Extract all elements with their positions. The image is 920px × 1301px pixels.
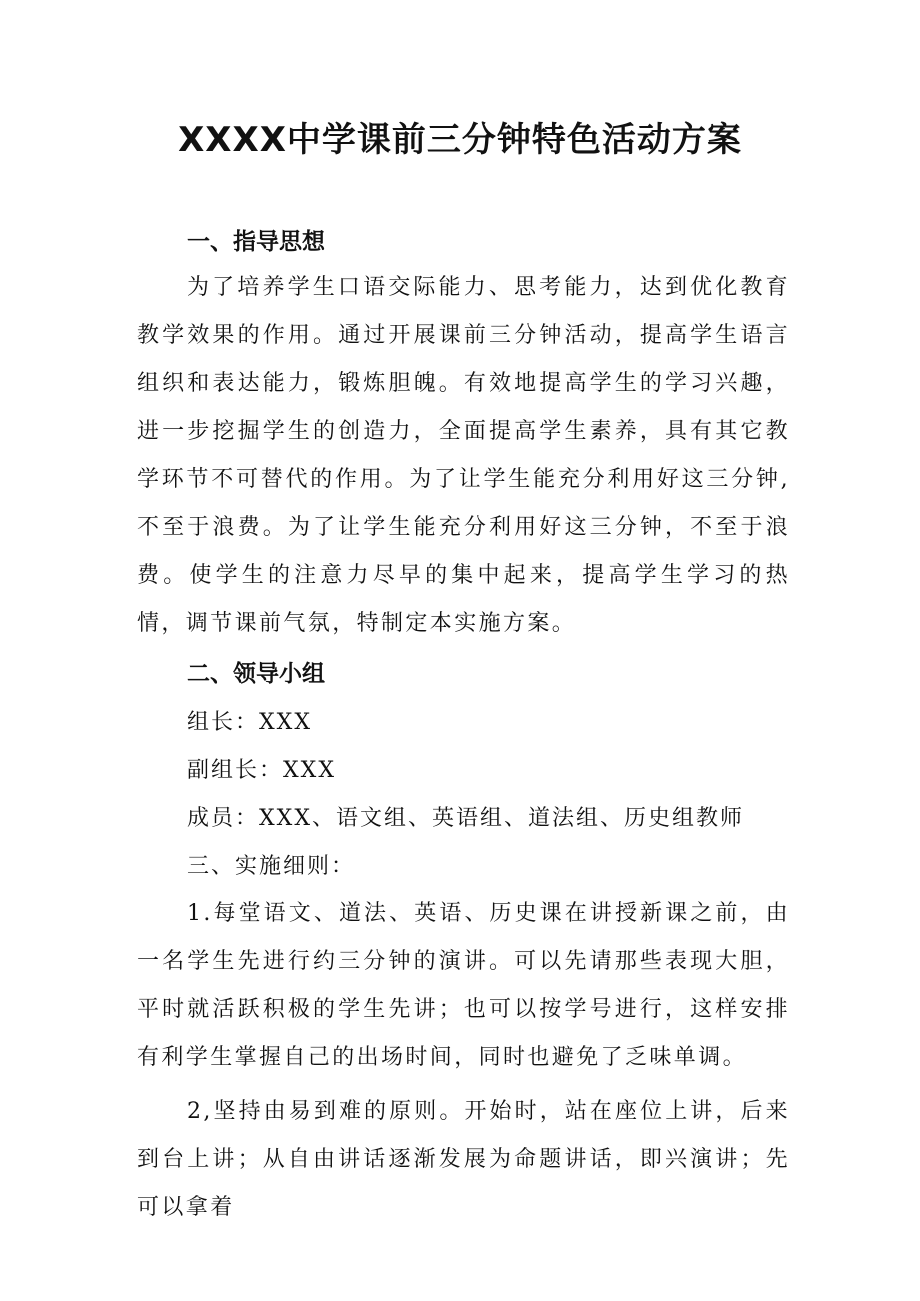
deputy-line: 副组长：XXX (187, 758, 336, 783)
document-title: XXXX中学课前三分钟特色活动方案 (178, 120, 742, 160)
rule-item-2: 2,坚持由易到难的原则。开始时，站在座位上讲，后来到台上讲；从自由讲话逐渐发展为命题讲话，即兴演讲；先可以拿着 (137, 1099, 790, 1220)
section-heading-rules: 三、实施细则： (187, 854, 356, 879)
guiding-paragraph: 为了培养学生口语交际能力、思考能力，达到优化教育教学效果的作用。通过开展课前三分钟活动，提高学生语言组织和表达能力，锻炼胆魄。有效地提高学生的学习兴趣，进一步挖掘学生的创造力，全面提高学生素养，具有其它教学环节不可替代的作用。为了让学生能充分利用好这三分钟,不至于浪费。为了让学生能充分利用好这三分钟，不至于浪费。使学生的注意力尽早的集中起来，提高学生学习的热情，调节课前气氛，特制定本实施方案。 (137, 275, 790, 636)
section-heading-guiding: 一、指导思想 (187, 229, 325, 255)
members-line: 成员：XXX、语文组、英语组、道法组、历史组教师 (187, 806, 744, 831)
section-heading-leadership: 二、领导小组 (187, 661, 325, 687)
leader-line: 组长：XXX (187, 710, 312, 735)
rule-item-1: 1.每堂语文、道法、英语、历史课在讲授新课之前，由一名学生先进行约三分钟的演讲。可以先请那些表现大胆，平时就活跃积极的学生先讲；也可以按学号进行，这样安排有利学生掌握自己的出场时间，同时也避免了乏味单调。 (137, 901, 790, 1070)
